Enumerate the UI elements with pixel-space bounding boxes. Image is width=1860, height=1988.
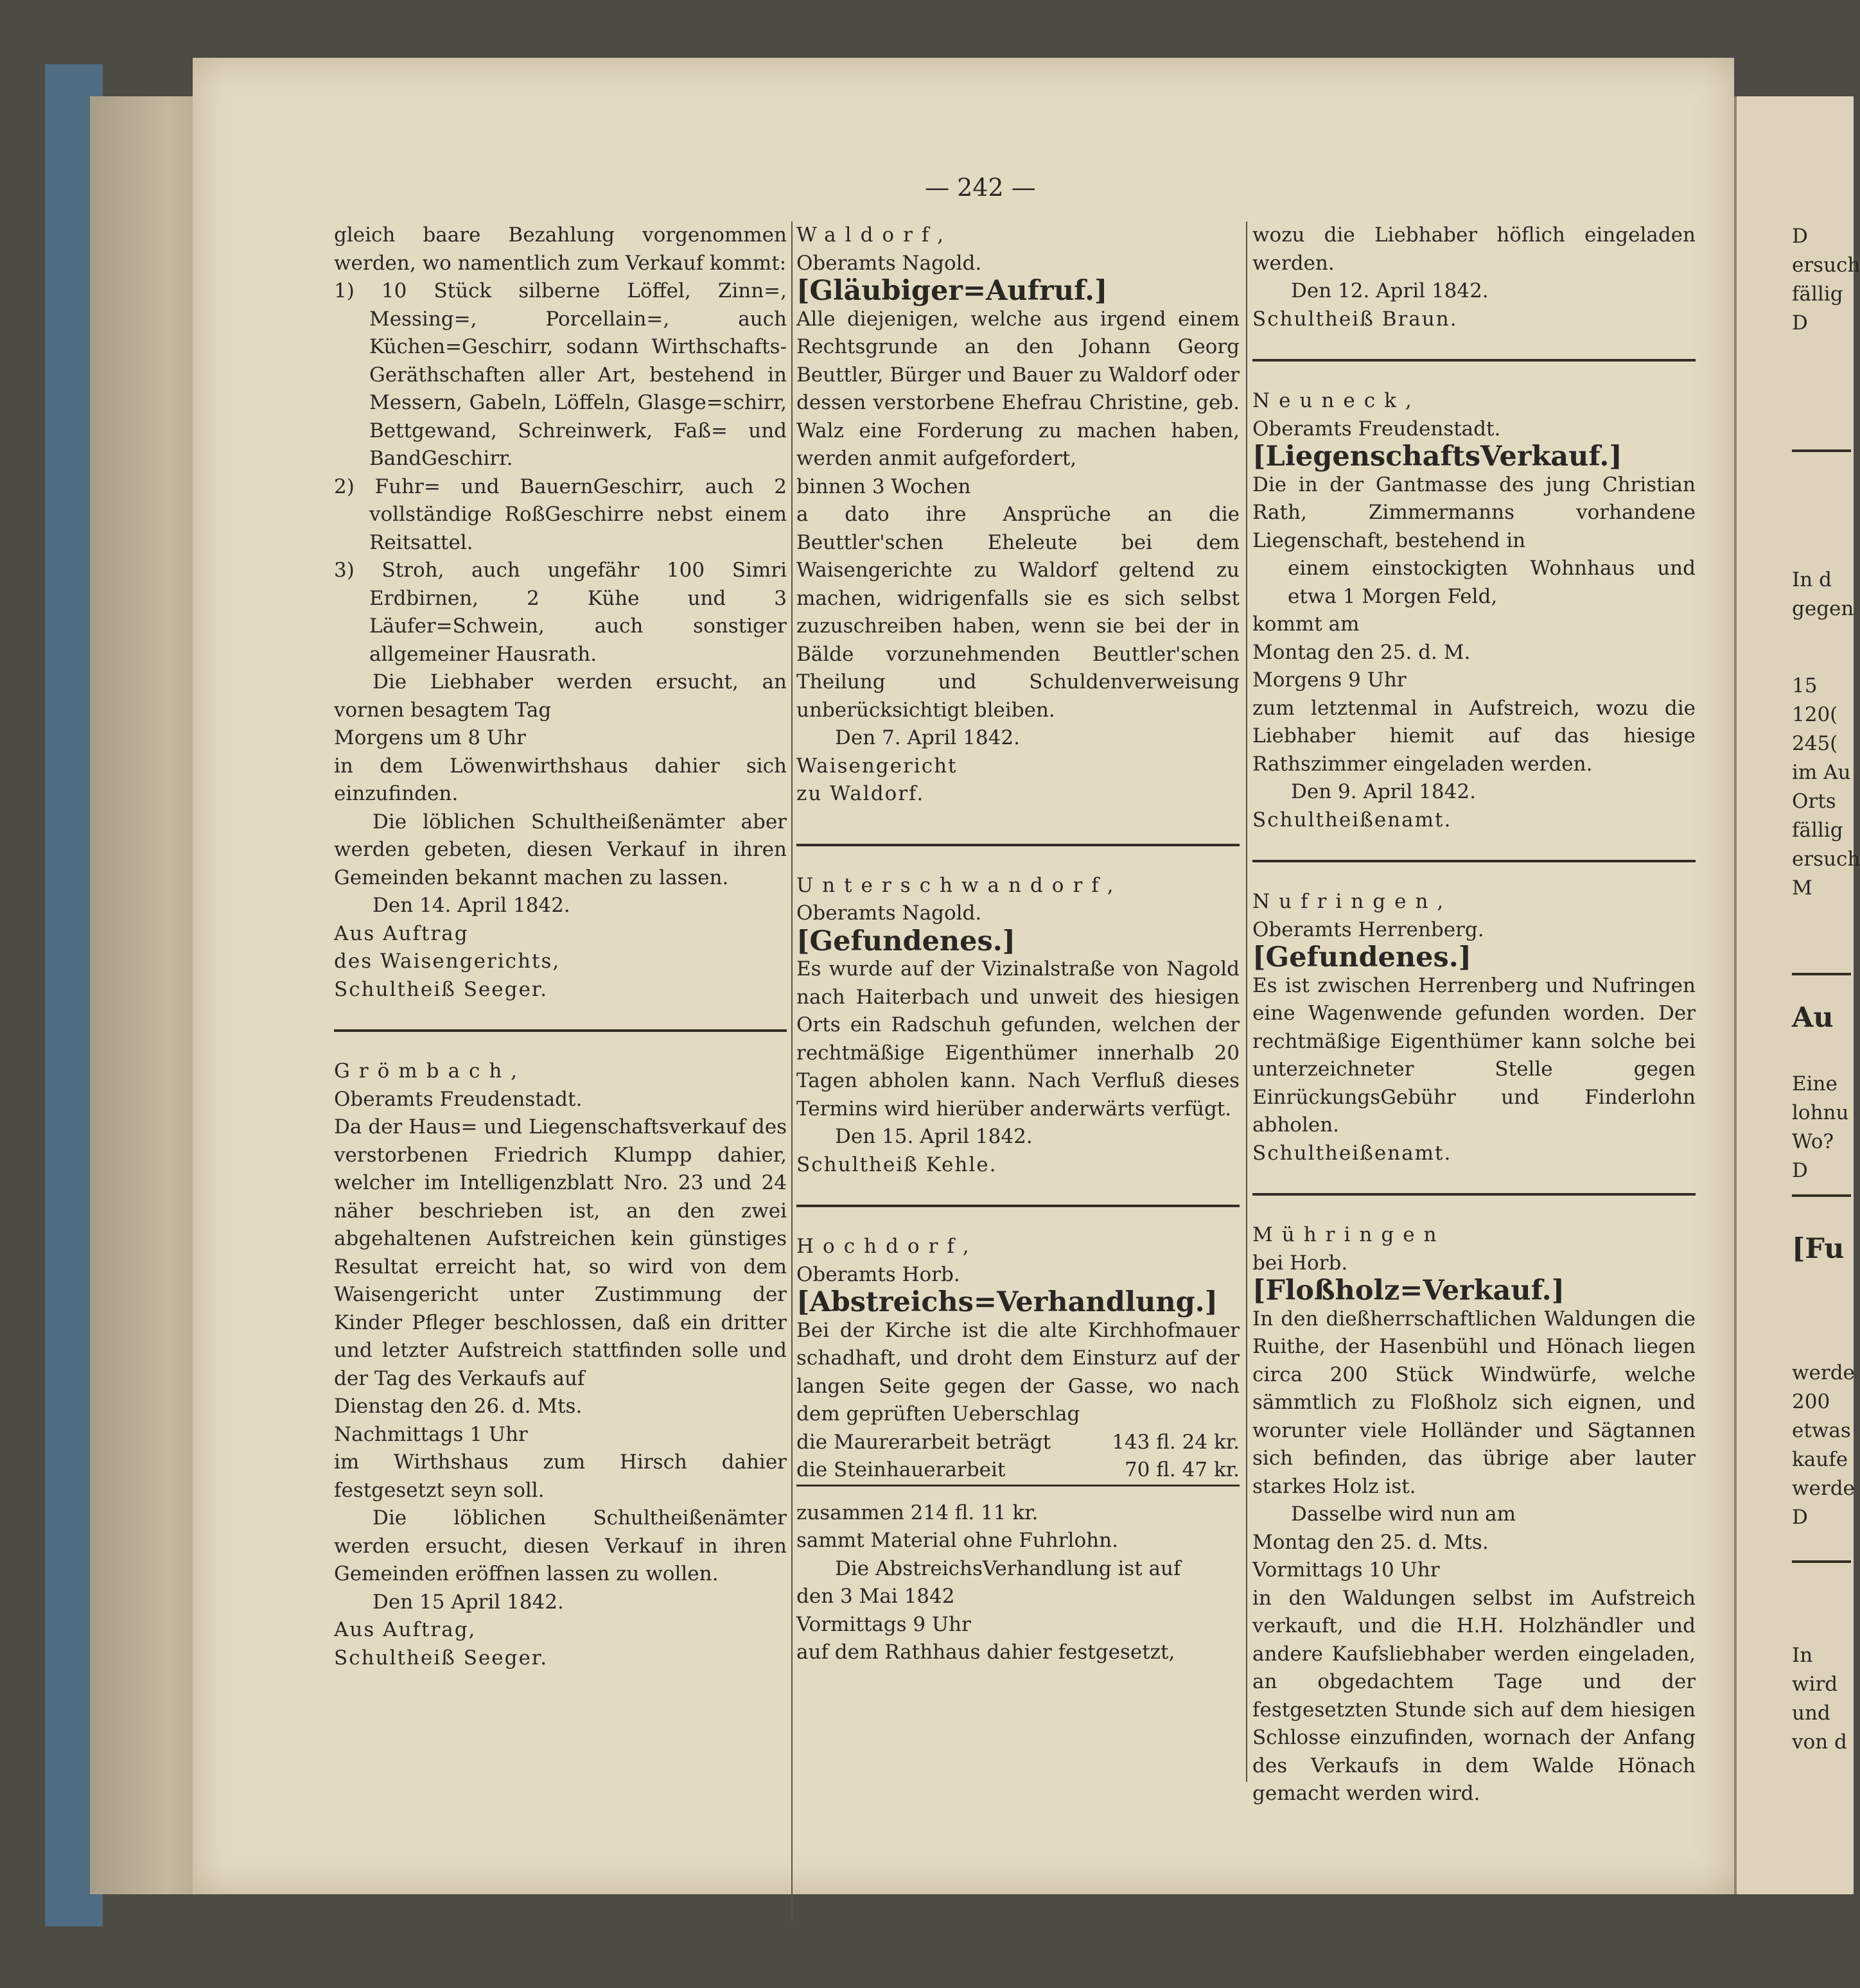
time: Morgens um 8 Uhr [334,726,526,749]
facing-page-fragment: lohnu [1792,1101,1849,1124]
facing-page-fragment: von d [1792,1731,1847,1754]
paragraph: auf dem Rathhaus dahier festgesetzt, [796,1641,1175,1664]
facing-page-fragment: fällig [1792,283,1843,306]
paragraph: kommt am [1252,613,1360,636]
separator-rule [1792,973,1851,975]
paragraph: in dem Löwenwirthshaus dahier sich einzufinden. [334,754,787,805]
separator-rule [1252,1193,1696,1196]
list-item: 3) Stroh, auch ungefähr 100 Simri Erdbirnen, 2 Kühe und 3 Läufer=Schwein, auch sonstiger allgemeiner Hausrath. [334,559,787,666]
facing-page-fragment: gegen [1792,597,1854,620]
facing-page-fragment: ersuch [1792,848,1860,871]
column-divider [791,222,793,1923]
list-item: 2) Fuhr= und BauernGeschirr, auch 2 vollständige RoßGeschirre nebst einem Reitsattel. [334,475,787,554]
deadline: binnen 3 Wochen [796,475,971,498]
paragraph: Bei der Kirche ist die alte Kirchhofmauer schadhaft, und droht dem Einsturz auf der langen Seite gegen der Gasse, wo nach dem geprüften Ueberschlag [796,1318,1240,1426]
cost-label: die Maurerarbeit beträgt [796,1430,1051,1454]
paragraph: Alle diejenigen, welche aus irgend einem Rechtsgrunde an den Johann Georg Beuttler, Bürger und Bauer zu Waldorf oder dessen verstorbene Ehefrau Christine, geb. Walz eine Forderung zu machen haben, werden anmit aufgefordert, [796,307,1240,470]
day: Dienstag den 26. d. Mts. [334,1395,583,1418]
paragraph: Dasselbe wird nun am [1291,1503,1516,1526]
day: Montag den 25. d. Mts. [1252,1530,1489,1554]
date: Den 15 April 1842. [373,1590,564,1614]
day: den 3 Mai 1842 [796,1585,955,1608]
facing-page-fragment: werde [1792,1361,1855,1384]
paragraph: Die löblichen Schultheißenämter werden ersucht, diesen Verkauf in ihren Gemeinden eröffnen lassen zu wollen. [334,1506,787,1585]
separator-rule [1252,860,1696,862]
signature: Aus Auftrag [334,921,469,945]
notice-heading: Grömbach, [334,1059,527,1083]
time: Vormittags 10 Uhr [1252,1558,1440,1582]
paragraph: Die in der Gantmasse des jung Christian Rath, Zimmermanns vorhandene Liegenschaft, bestehend in [1252,473,1696,552]
notice-title: [Gefundenes.] [796,925,1016,957]
signature: des Waisengerichts, [334,950,561,973]
facing-page-fragment: im Au [1792,761,1851,784]
signature: Schultheißenamt. [1252,1141,1452,1165]
time: Nachmittags 1 Uhr [334,1422,528,1446]
cost-label: die Steinhauerarbeit [796,1458,1006,1481]
cost-row [796,1429,1240,1457]
page-number: — 242 — [925,173,1036,202]
notice-heading: Waldorf, [796,223,953,247]
facing-page-fragment: Wo? [1792,1130,1834,1153]
signature: zu Waldorf. [796,782,925,805]
paragraph: Es ist zwischen Herrenberg und Nufringen eine Wagenwende gefunden worden. Der rechtmäßige Eigenthümer kann solche bei unterzeichneter Stelle gegen EinrückungsGebühr und Finderlohn abholen. [1252,973,1696,1137]
paragraph: Die Liebhaber werden ersucht, an vornen besagtem Tag [334,670,787,722]
list-item: 1) 10 Stück silberne Löffel, Zinn=, Messing=, Porcellain=, auch Küchen=Geschirr, sodann WirthschaftsGeräthschaften aller Art, bestehend in Messern, Gabeln, Löffeln, Glasge=schirr, Bettgewand, Schreinwerk, Faß= und BandGeschirr. [334,279,787,470]
column-divider [1246,222,1247,1782]
column-2 [796,222,1240,1667]
facing-page-fragment: 15 [1792,674,1818,697]
day: Montag den 25. d. M. [1252,640,1471,664]
cost-row [796,1456,1240,1487]
separator-rule [796,844,1240,846]
notice-subheading: Oberamts Nagold. [796,251,982,275]
paragraph: zum letztenmal in Aufstreich, wozu die Liebhaber hiemit auf das hiesige Rathszimmer eingeladen werden. [1252,696,1696,776]
facing-page-fragment: etwas [1792,1419,1851,1442]
notice-title: [Gläubiger=Aufruf.] [796,275,1108,307]
signature: Schultheißenamt. [1252,808,1452,832]
notice-subheading: Oberamts Freudenstadt. [1252,417,1501,440]
paragraph: Es wurde auf der Vizinalstraße von Nagold nach Haiterbach und unweit des hiesigen Orts ein Radschuh gefunden, welchen der rechtmäßige Eigenthümer innerhalb 20 Tagen abholen kann. Nach Verfluß dieses Termins wird hierüber anderwärts verfügt. [796,957,1240,1120]
paragraph: wozu die Liebhaber höflich eingeladen werden. [1252,223,1696,275]
facing-page-fragment: ersuch [1792,254,1860,277]
signature: Schultheiß Seeger. [334,977,548,1001]
notice-subheading: Oberamts Freudenstadt. [334,1087,583,1111]
cost-value: 70 fl. 47 kr. [1124,1458,1240,1481]
paragraph: In den dießherrschaftlichen Waldungen die Ruithe, der Hasenbühl und Hönach liegen circa 200 Stück Windwürfe, welche sämmtlich zu Floßholz sich eignen, und worunter viele Holländer und Sägtannen sich befinden, das übrige aber lauter starkes Holz ist. [1252,1307,1696,1498]
notice-subheading: bei Horb. [1252,1251,1348,1275]
paragraph: im Wirthshaus zum Hirsch dahier festgesetzt seyn soll. [334,1451,787,1502]
separator-rule [334,1029,787,1032]
notice-heading: Unterschwandorf, [796,873,1123,897]
facing-page-fragment: [Fu [1792,1233,1845,1265]
facing-page-fragment: und [1792,1702,1830,1725]
column-3 [1252,222,1696,1808]
facing-page-fragment: 200 [1792,1390,1830,1413]
notice-subheading: Oberamts Horb. [796,1262,960,1286]
facing-page-fragment: M [1792,876,1812,900]
separator-rule [1792,1194,1851,1197]
column-1 [334,222,787,1672]
notice-heading: Nufringen, [1252,890,1453,913]
facing-page-fragment: Au [1792,1002,1834,1034]
notice-heading: Mühringen [1252,1223,1446,1246]
facing-page-fragment: werde [1792,1477,1855,1500]
signature: Schultheiß Kehle. [796,1153,997,1176]
facing-page-fragment: 245( [1792,732,1838,755]
facing-page-fragment: In [1792,1644,1813,1667]
cost-value: 143 fl. 24 kr. [1112,1430,1240,1454]
facing-page [1734,96,1854,1894]
facing-page-fragment: fällig [1792,819,1843,842]
separator-rule [1252,359,1696,362]
facing-page-fragment: D [1792,311,1808,335]
notice-title: [Gefundenes.] [1252,941,1472,973]
property-description: einem einstockigten Wohnhaus und etwa 1 Morgen Feld, [1288,557,1696,608]
paragraph: Da der Haus= und Liegenschaftsverkauf des verstorbenen Friedrich Klumpp dahier, welcher im Intelligenzblatt Nro. 23 und 24 näher beschrieben ist, an den zwei abgehaltenen Aufstreichen kein günstiges Resultat erreicht hat, so wird von dem Waisengericht unter Zustimmung der Kinder Pfleger beschlossen, daß ein dritter und letzter Aufstreich stattfinden solle und der Tag des Verkaufs auf [334,1115,787,1390]
facing-page-fragment: kaufe [1792,1448,1848,1471]
facing-page-fragment: wird [1792,1673,1838,1696]
signature: Aus Auftrag, [334,1618,477,1641]
paragraph: Die AbstreichsVerhandlung ist auf [835,1556,1181,1580]
facing-page-fragment: D [1792,225,1808,248]
facing-page-fragment: Orts [1792,790,1836,813]
date: Den 15. April 1842. [835,1125,1033,1148]
facing-page-fragment: D [1792,1506,1808,1529]
separator-rule [1792,1560,1851,1563]
time: Vormittags 9 Uhr [796,1612,971,1636]
paragraph: sammt Material ohne Fuhrlohn. [796,1529,1118,1552]
time: Morgens 9 Uhr [1252,668,1407,692]
notice-subheading: Oberamts Herrenberg. [1252,918,1484,941]
cost-total: zusammen 214 fl. 11 kr. [796,1501,1039,1524]
notice-heading: Hochdorf, [796,1235,978,1258]
paragraph: Die löblichen Schultheißenämter aber werden gebeten, diesen Verkauf in ihren Gemeinden bekannt machen zu lassen. [334,810,787,889]
facing-page-fragment: D [1792,1159,1808,1182]
paragraph: in den Waldungen selbst im Aufstreich verkauft, und die H.H. Holzhändler und andere Kaufsliebhaber werden eingeladen, an obgedachtem Tage und der festgesetzten Stunde sich auf dem hiesigen Schlosse einzufinden, wornach der Anfang des Verkaufs in dem Walde Hönach gemacht werden wird. [1252,1586,1696,1805]
notice-title: [Floßholz=Verkauf.] [1252,1275,1565,1307]
paragraph: a dato ihre Ansprüche an die Beuttler'schen Eheleute bei dem Waisengerichte zu Waldorf geltend zu machen, widrigenfalls sie es sich selbst zuzuschreiben haben, wenn sie bei der in Bälde vorzunehmenden Beuttler'schen Theilung und Schuldenverweisung unberücksichtigt bleiben. [796,503,1240,722]
date: Den 14. April 1842. [373,894,570,917]
facing-page-fragment: In d [1792,568,1832,591]
facing-page-fragment: 120( [1792,703,1838,726]
facing-page-fragment: Eine [1792,1072,1838,1095]
notice-subheading: Oberamts Nagold. [796,902,982,925]
notice-title: [LiegenschaftsVerkauf.] [1252,440,1622,473]
signature: Schultheiß Braun. [1252,307,1458,331]
notice-title: [Abstreichs=Verhandlung.] [796,1286,1218,1318]
date: Den 12. April 1842. [1291,279,1489,302]
date: Den 9. April 1842. [1291,780,1476,803]
separator-rule [1792,449,1851,452]
notice-heading: Neuneck, [1252,389,1421,412]
intro-text: gleich baare Bezahlung vorgenommen werden, wo namentlich zum Verkauf kommt: [334,223,787,275]
signature: Waisengericht [796,754,958,778]
date: Den 7. April 1842. [835,726,1020,749]
signature: Schultheiß Seeger. [334,1646,548,1670]
separator-rule [796,1205,1240,1207]
